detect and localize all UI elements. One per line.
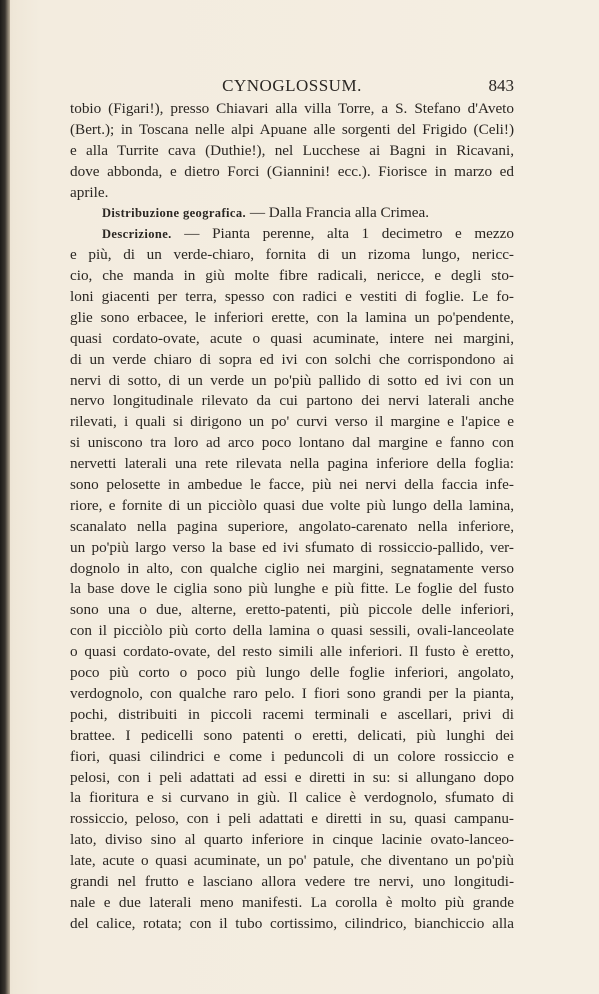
line-text: (Bert.); in Toscana nelle alpi Apuane alle sorgenti del Frigido (Celi!) <box>70 120 514 138</box>
section-lead: Descrizione. <box>102 227 172 242</box>
text-line <box>70 663 514 684</box>
text-line <box>70 747 514 768</box>
line-text: grandi nel frutto e lasciano allora vedere tre nervi, uno longitudi- <box>70 872 514 890</box>
line-text: rossiccio, peloso, con i peli adattati e diretti in su, quasi campanu- <box>70 810 514 828</box>
line-text: dognolo in alto, con qualche ciglio nei margini, segnatamente verso <box>70 559 514 577</box>
line-text: la base dove le ciglia sono più lunghe e più fitte. Le foglie del fusto <box>70 580 514 598</box>
line-text: aprile. <box>70 183 109 201</box>
line-text: nale e due laterali meno manifesti. La corolla è molto più grande <box>70 893 514 911</box>
text-line <box>70 224 514 245</box>
line-text: di un verde chiaro di sopra ed ivi con solchi che corrispondono ai <box>70 350 514 368</box>
line-text: pelosi, con i peli adattati ad essi e diretti in su: si allungano dopo <box>70 768 514 786</box>
text-line <box>70 141 514 162</box>
line-text: lato, diviso sino al quarto inferiore in cinque lacinie ovato-lanceo- <box>70 831 514 849</box>
text-line <box>70 308 514 329</box>
line-text: quasi cordato-ovate, acute o quasi acuminate, intere nei margini, <box>70 329 514 347</box>
line-text: del calice, rotata; con il tubo cortissimo, cilindrico, bianchiccio alla <box>70 914 514 932</box>
line-text: late, acute o quasi acuminate, un po' patule, che diventano un po'più <box>70 852 514 870</box>
text-line <box>70 183 514 204</box>
text-line <box>70 496 514 517</box>
line-text: nervo longitudinale rilevato da cui partono dei nervi laterali anche <box>70 392 514 410</box>
line-text: o quasi cordato-ovate, del resto simili alle inferiori. Il fusto è eretto, <box>70 643 514 661</box>
text-line <box>70 872 514 893</box>
line-text: rilevati, i quali si dirigono un po' curvi verso il margine e l'apice e <box>70 413 514 431</box>
line-text: brattee. I pedicelli sono patenti o eretti, delicati, più lunghi dei <box>70 726 514 744</box>
page-number: 843 <box>488 76 514 95</box>
text-line <box>70 517 514 538</box>
text-line <box>70 768 514 789</box>
text-line <box>70 538 514 559</box>
section-lead: Distribuzione geografica. <box>102 206 247 221</box>
line-text: la fioritura e si curvano in giù. Il calice è verdognolo, sfumato di <box>70 789 514 807</box>
text-line <box>70 684 514 705</box>
line-text: — Pianta perenne, alta 1 decimetro e mezzo <box>171 225 514 243</box>
text-line <box>70 642 514 663</box>
line-text: sono una o due, alterne, eretto-patenti, più piccole delle inferiori, <box>70 601 514 619</box>
text-line <box>70 788 514 809</box>
text-line <box>70 162 514 183</box>
line-text: poco più corto o poco più lungo delle foglie inferiori, angolato, <box>70 664 514 682</box>
text-line <box>70 329 514 350</box>
text-line <box>70 851 514 872</box>
line-text: nervetti laterali una rete rilevata nella pagina inferiore della foglia: <box>70 455 514 473</box>
text-line <box>70 120 514 141</box>
text-line <box>70 203 514 224</box>
line-text: glie sono erbacee, le inferiori erette, con la lamina un po'pendente, <box>70 308 514 326</box>
line-text: riore, e fornite di un picciòlo quasi due volte più lungo della lamina, <box>70 496 514 514</box>
text-line <box>70 809 514 830</box>
text-line <box>70 559 514 580</box>
line-text: scanalato nella pagina superiore, angolato-carenato nella inferiore, <box>70 517 514 535</box>
line-text: tobio (Figari!), presso Chiavari alla villa Torre, a S. Stefano d'Aveto <box>70 100 514 117</box>
line-text: verdognolo, con qualche raro pelo. I fiori sono grandi per la pianta, <box>70 684 514 702</box>
text-line <box>70 350 514 371</box>
text-line <box>70 705 514 726</box>
text-line <box>70 830 514 851</box>
text-line <box>70 621 514 642</box>
line-text: con il picciòlo più corto della lamina o quasi sessili, ovali-lanceolate <box>70 622 514 640</box>
text-line <box>70 726 514 747</box>
page-header <box>70 76 514 98</box>
line-text: cio, che manda in giù molte fibre radicali, nericce, e degli sto- <box>70 267 514 285</box>
line-text: — Dalla Francia alla Crimea. <box>246 204 430 222</box>
line-text: sono pelosette in ambedue le facce, più nei nervi della faccia infe- <box>70 476 514 494</box>
body-text <box>70 99 514 935</box>
text-line <box>70 412 514 433</box>
text-line <box>70 391 514 412</box>
text-line <box>70 245 514 266</box>
text-line <box>70 893 514 914</box>
text-line <box>70 579 514 600</box>
line-text: e alla Turrite cava (Duthie!), nel Lucchese ai Bagni in Ricavani, <box>70 141 514 159</box>
text-line <box>70 371 514 392</box>
book-spine-edge <box>0 0 10 994</box>
text-line <box>70 914 514 935</box>
line-text: loni giacenti per terra, spesso con radici e vestiti di foglie. Le fo- <box>70 288 514 306</box>
line-text: fiori, quasi cilindrici e come i peduncoli di un colore rossiccio e <box>70 747 514 765</box>
line-text: e più, di un verde-chiaro, fornita di un rizoma lungo, nericc- <box>70 246 514 264</box>
line-text: un po'più largo verso la base ed ivi sfumato di rossiccio-pallido, ver- <box>70 538 514 556</box>
text-line <box>70 475 514 496</box>
text-line <box>70 433 514 454</box>
text-line <box>70 99 514 120</box>
line-text: si uniscono tra loro ad arco poco lontano dal margine e fanno con <box>70 434 514 452</box>
line-text: pochi, distribuiti in piccoli racemi terminali e ascellari, privi di <box>70 705 514 723</box>
text-line <box>70 287 514 308</box>
running-head: CYNOGLOSSUM. <box>222 76 362 95</box>
text-line <box>70 266 514 287</box>
line-text: dove abbonda, e dietro Forci (Giannini! ecc.). Fiorisce in marzo ed <box>70 162 514 180</box>
line-text: nervi di sotto, di un verde un po'più pallido di sotto ed ivi con un <box>70 371 514 389</box>
text-line <box>70 600 514 621</box>
text-line <box>70 454 514 475</box>
